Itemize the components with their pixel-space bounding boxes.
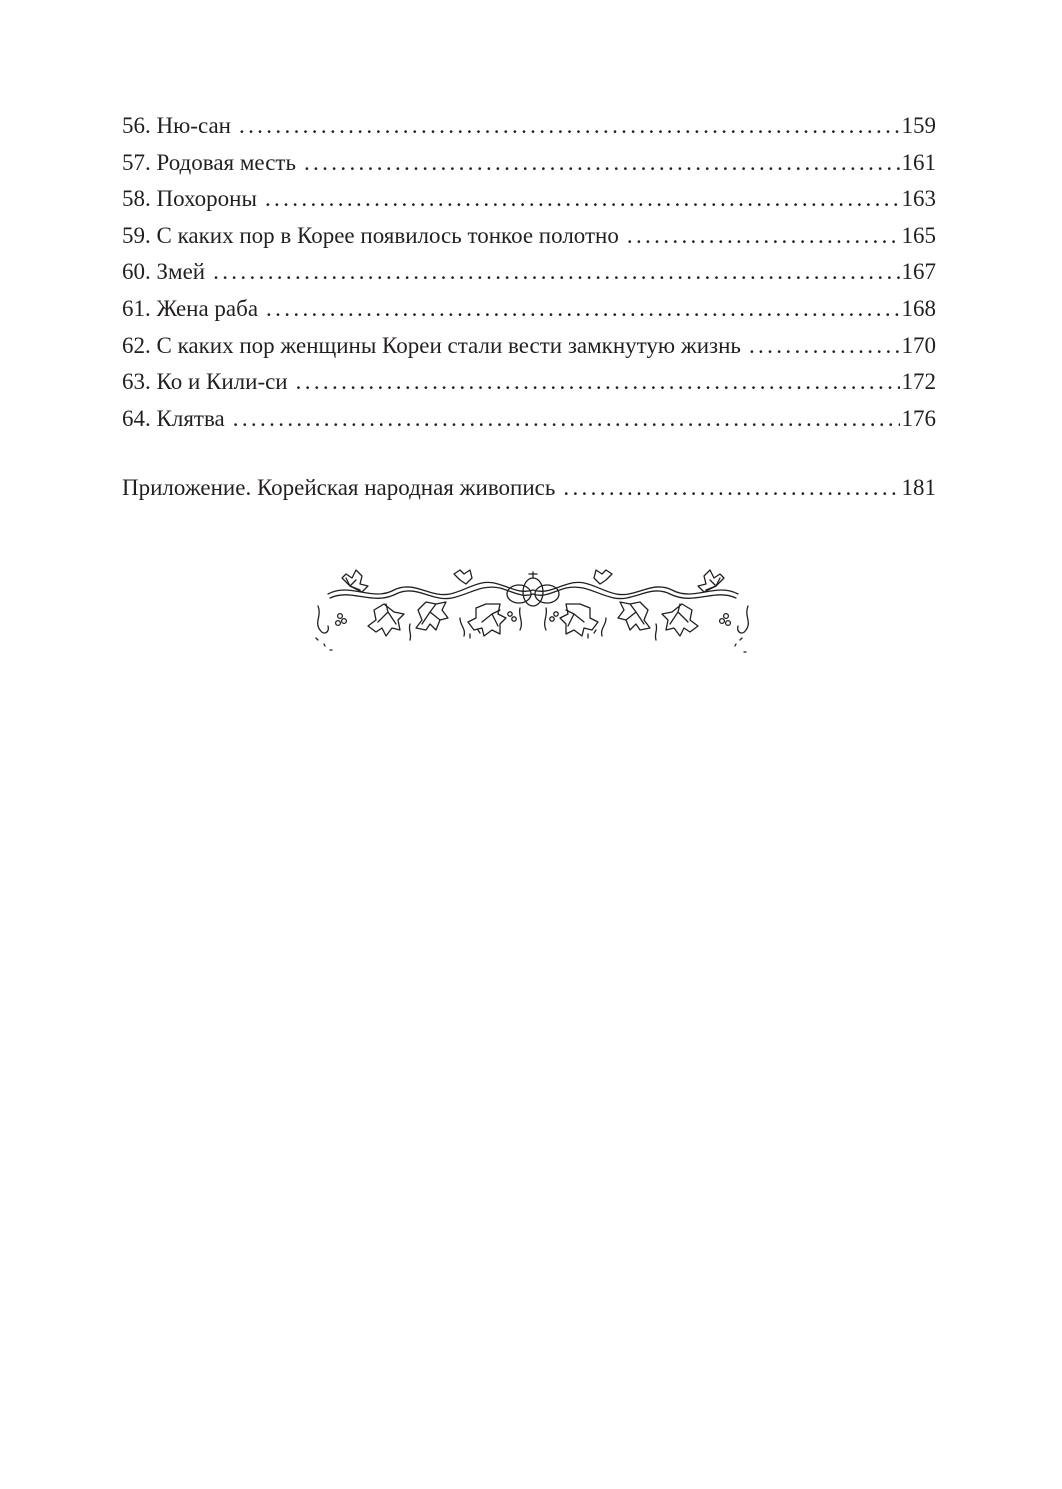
toc-entry-title: 64. Клятва [122, 405, 225, 431]
toc-entry-63[interactable] [122, 364, 936, 401]
toc-entry-page: 159 [901, 113, 936, 138]
dot-leader [239, 108, 900, 145]
toc-entry-page: 165 [901, 222, 936, 248]
dot-leader [563, 470, 899, 507]
toc-entry-page: 172 [901, 369, 936, 395]
grapevine-ornament-icon [310, 568, 756, 668]
toc-entry-title: 60. Змей [122, 259, 206, 285]
toc-entry-56[interactable] [122, 108, 936, 145]
table-of-contents [122, 108, 936, 437]
toc-entry-title: 58. Похороны [122, 186, 257, 212]
dot-leader [233, 401, 900, 438]
toc-entry-title: Приложение. Корейская народная живопись [122, 475, 556, 500]
dot-leader [266, 291, 899, 328]
dot-leader [296, 364, 900, 401]
toc-entry-appendix[interactable] [122, 470, 936, 507]
dot-leader [749, 328, 900, 365]
toc-entry-64[interactable] [122, 401, 936, 438]
toc-entry-page: 161 [901, 149, 936, 175]
toc-entry-title: 61. Жена раба [122, 295, 259, 321]
toc-entry-title: 63. Ко и Кили-си [122, 369, 288, 395]
toc-entry-57[interactable] [122, 145, 936, 182]
dot-leader [304, 145, 900, 182]
toc-entry-page: 167 [901, 259, 936, 285]
toc-entry-title: 57. Родовая месть [122, 149, 296, 175]
toc-entry-page: 163 [901, 186, 936, 212]
toc-entry-59[interactable] [122, 218, 936, 255]
toc-entry-page: 170 [901, 332, 936, 358]
toc-appendix [122, 470, 936, 507]
toc-entry-page: 181 [901, 475, 936, 500]
dot-leader [627, 218, 900, 255]
toc-entry-58[interactable] [122, 181, 936, 218]
toc-entry-title: 59. С каких пор в Корее появилось тонкое полотно [122, 222, 619, 248]
dot-leader [265, 181, 900, 218]
toc-entry-60[interactable] [122, 254, 936, 291]
toc-entry-62[interactable] [122, 328, 936, 365]
toc-entry-61[interactable] [122, 291, 936, 328]
toc-entry-title: 56. Ню-сан [122, 113, 231, 138]
toc-entry-page: 168 [901, 295, 936, 321]
toc-entry-title: 62. С каких пор женщины Кореи стали вести замкнутую жизнь [122, 332, 741, 358]
toc-entry-page: 176 [901, 405, 936, 431]
dot-leader [213, 254, 899, 291]
